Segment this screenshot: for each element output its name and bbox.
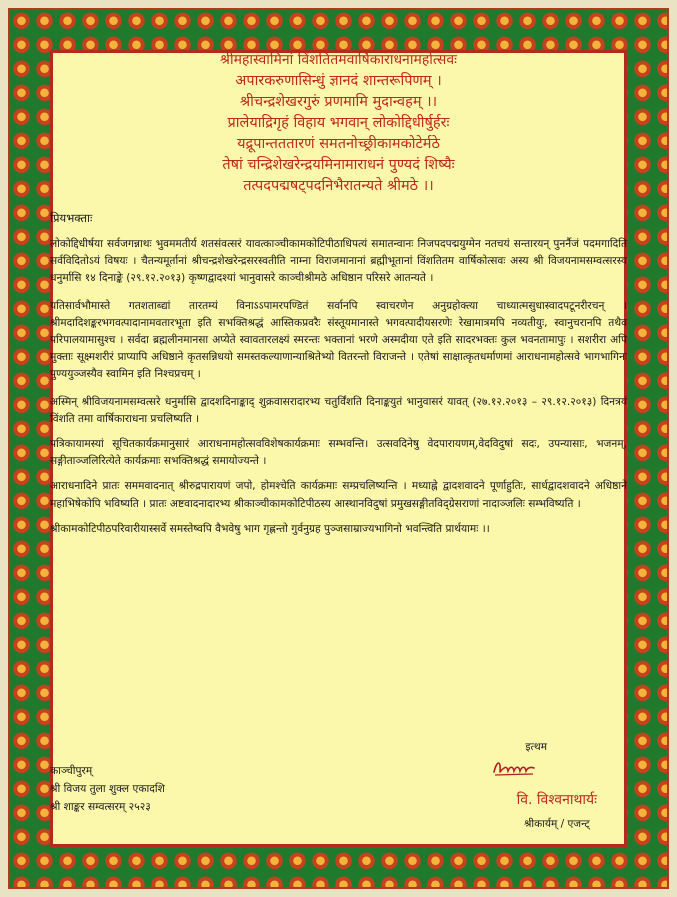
date-line: श्री विजय तुला शुक्ल एकादशि [50, 783, 165, 795]
signatory-name: वि. विश्वनाथार्यः [516, 792, 597, 808]
year-line: श्री शाङ्कर सम्वत्सरम् २५२३ [50, 801, 151, 813]
place-date-block [50, 762, 165, 816]
paragraph: यतिसार्वभौमास्ते गतशताब्द्यां तारतम्यं विनाऽऽपामरपण्डितं सर्वानपि स्वाचरणेन अनुग्रहोक्त्या चाध्यात्मसुधास्वादपटूनरीरचन् । श्रीमदादिशङ्करभगवत्पादानामवतारभूता इति सभक्तिश्रद्धं आस्तिकप्रवरैः संस्तूयमानास्ते भगवत्पादीयसरणेः रेखामात्रमपि नव्यतीयुः, स्वानुचरानपि तथैव परिपालयामासुश्च । सर्वदा ब्रह्मलीनमानसा अप्येते स्वावतारलक्ष्यं स्मरन्तः भक्तानां भरणे अस्मदीया एते इति सादरभक्तः कुल भवनतामापुः । सशरीरा अपि मुक्ताः सूक्ष्मशरीरं प्राप्यापि अधिष्ठाने कृतसन्निधयो समस्तकल्याणान्याश्रितेभ्यो वितरन्तो विराजन्ते । एतेषां साक्षात्कृतधर्माणमां आराधनामहोत्सवे भागभागिनः पुण्ययुञ्जस्यैव स्वामिन इति निश्चप्रचम् । [50, 299, 627, 381]
header-line: यद्रूपान्तततारणं समतनोच्छ्रीकामकोटेर्मठे [237, 136, 440, 152]
header-line: तेषां चन्द्रिशेखरेन्द्रयमिनामाराधनं पुण्यदं शिष्यैः [222, 157, 455, 173]
signature-area [50, 734, 627, 844]
salutation: प्रियभक्ताः [50, 211, 93, 225]
header-line: अपारकरुणासिन्धुं ज्ञानदं शान्तरूपिणम् । [235, 73, 442, 89]
verse-header [50, 50, 627, 197]
header-line: श्रीमहास्वामिनां विंशतितमवार्षिकाराधनामहोत्सवः [220, 52, 457, 68]
itthyam-label: इत्थम [525, 741, 547, 753]
header-line: तत्पदपद्मषट्पदनिभैरातन्यते श्रीमठे ।। [243, 178, 434, 194]
paragraph: अस्मिन् श्रीविजयनामसम्वत्सरे धनुर्मासि द्वादशदिनाङ्काद् शुक्रवासरादारभ्य चतुर्विंशति दिनाङ्कयुतं भानुवासरं यावत् (२७.१२.२०१३ – २९.१२.२०१३) दिनत्रयं विंशति तमा वार्षिकाराधना प्रचलिष्यति । [50, 395, 627, 425]
paragraph: आराधनादिने प्रातः सममवादनात् श्रीरुद्रपारायणं जपो, होमश्चेति कार्यक्रमाः सम्प्रचलिष्यन्ति । मध्याह्ने द्वादशवादने पूर्णाहुतिः, सार्धद्वादशवादने अधिष्ठाने महाभिषेकोपि भविष्यति । प्रातः अष्टवादनादारभ्य श्रीकाञ्चीकामकोटिपीठस्य आस्थानविदुषां प्रमुखसङ्गीतविद्ग्रेसराणां नादाञ्जलिः सम्भविष्यति । [50, 480, 627, 510]
paragraph: पत्रिकायामस्यां सूचितकार्यक्रमानुसारं आराधनामहोत्सवविशेषकार्यक्रमाः सम्भवन्ति। उत्सवदिनेषु वेदपारायणम्,वेदविदुषां सदः, उपन्यासाः, भजनम्, सङ्गीताञ्जलिरित्येते कार्यक्रमाः सभक्तिश्रद्धं समायोज्यन्ते । [50, 438, 627, 468]
header-line: प्रालेयाद्रिगृहं विहाय भगवान् लोकोद्दिधीर्षुर्हरः [227, 115, 450, 131]
place-line: काञ्चीपुरम् [50, 765, 93, 777]
header-line: श्रीचन्द्रशेखरगुरुं प्रणमामि मुदान्वहम् ।। [239, 94, 438, 110]
paragraph: लोकोद्दिधीर्षया सर्वजगन्नाथः भुवममतीर्य शतसंवत्सरं यावत्काञ्चीकामकोटिपीठाधिपत्यं समातन्वानः निजपदपद्मयुग्मेन नतचयं सन्तारयन् पुनर्नैजं पदमगादिति सर्वविदितोऽयं विषयः । चैतन्यमूर्तानां श्रीचन्द्रशेखरेन्द्रसरस्वतीति नाम्ना विराजमानानां ब्रह्मीभूतानां विंशतितम वार्षिकोत्सवः अस्य श्री विजयनामसम्वत्सरस्य धनुर्मासि १४ दिनाङ्के (२९.१२.२०१३) कृष्णद्वादश्यां भानुवासरे काञ्चीश्रीमठे अधिष्ठान परिसरे आतन्यते । [50, 238, 627, 285]
paragraph: श्रीकामकोटिपीठपरिवारीयास्सर्वे समस्तेष्वपि वैभवेषु भाग गृह्णन्तो गुर्वनुग्रह पुञ्जसाम्राज्यभागिनो भवन्त्विति प्रार्थयामः ।। [50, 522, 490, 535]
letter-content [50, 50, 627, 847]
handwritten-signature-icon [491, 756, 537, 778]
signatory-role: श्रीकार्यम् / एजन्ट् [523, 818, 590, 830]
signatory-block [517, 790, 597, 831]
